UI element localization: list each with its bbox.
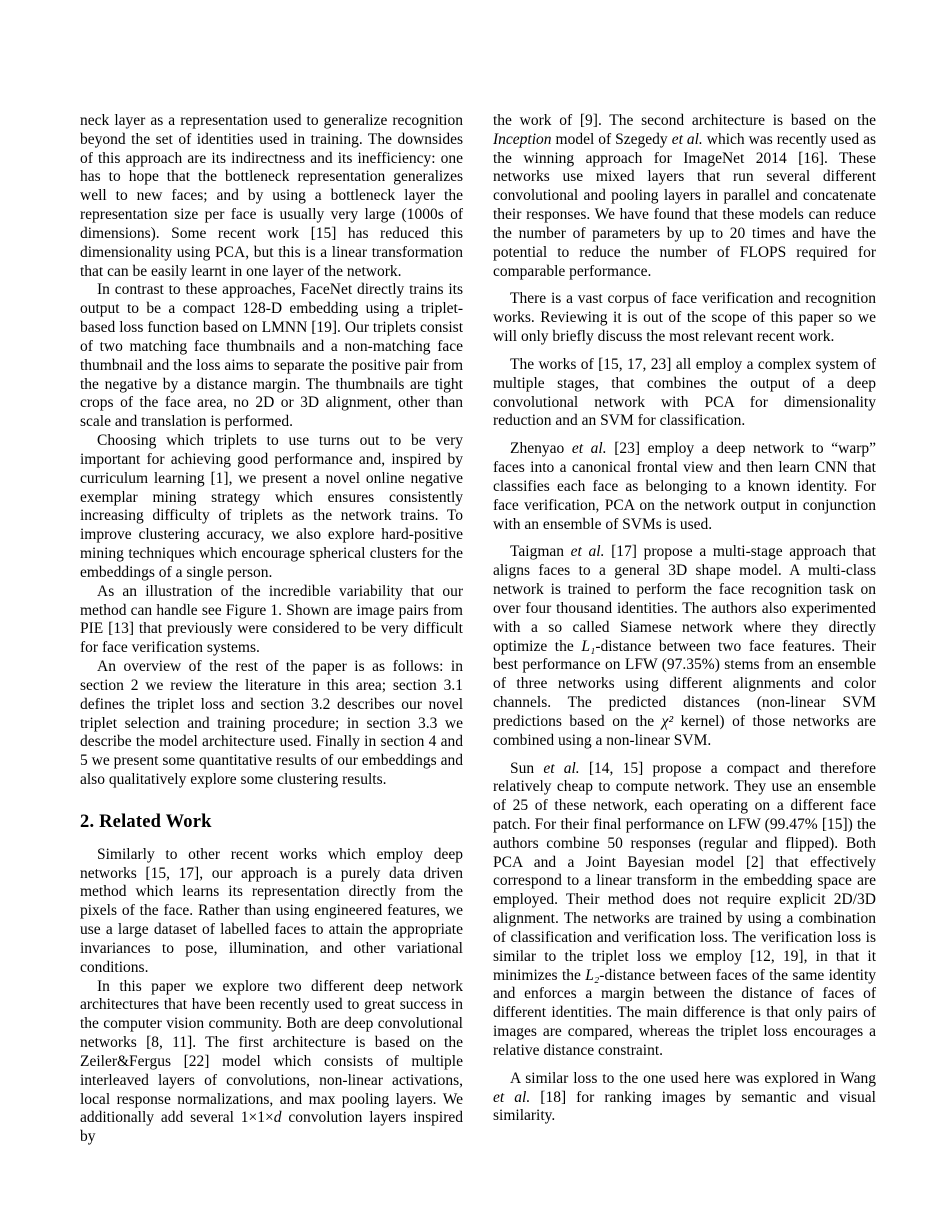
right-column [493,112,876,1147]
paragraph: the work of [9]. The second architecture is based on the Inception model of Szegedy et al. which was recently used as the winning approach for ImageNet 2014 [16]. These networks use mixed layers that run several different convolutional and pooling layers in parallel and concatenate their responses. We have found that these models can reduce the number of parameters by up to 20 times and have the potential to reduce the number of FLOPS required for comparable performance. [493,112,876,280]
paragraph: Sun et al. [14, 15] propose a compact and therefore relatively cheap to compute network. They use an ensemble of 25 of these network, each operating on a different face patch. For their final performance on LFW (99.47% [15]) the authors combine 50 responses (regular and flipped). Both PCA and a Joint Bayesian model [2] that effectively correspond to a linear transform in the embedding space are employed. Their method does not require explicit 2D/3D alignment. The networks are trained by using a combination of classification and verification loss. The verification loss is similar to the triplet loss we employ [12, 19], in that it minimizes the L₂-distance between faces of the same identity and enforces a margin between the distance of faces of different identities. The main difference is that only pairs of images are compared, whereas the triplet loss encourages a relative distance constraint. [493,759,877,1059]
paragraph: In contrast to these approaches, FaceNet directly trains its output to be a compact 128-D embedding using a triplet-based loss function based on LMNN [19]. Our triplets consist of two matching face thumbnails and a non-matching face thumbnail and the loss aims to separate the positive pair from the negative by a distance margin. The thumbnails are tight crops of the face area, no 2D or 3D alignment, other than scale and translation is performed. [80,281,463,431]
section-heading-related-work: 2. Related Work [80,811,212,832]
paragraph: A similar loss to the one used here was explored in Wang et al. [18] for ranking images by semantic and visual similarity. [493,1069,876,1125]
paragraph: Zhenyao et al. [23] employ a deep network to “warp” faces into a canonical frontal view and then learn CNN that classifies each face as belonging to a known identity. For face verification, PCA on the network output in conjunction with an ensemble of SVMs is used. [493,440,877,533]
paragraph: Taigman et al. [17] propose a multi-stage approach that aligns faces to a general 3D shape model. A multi-class network is trained to perform the face recognition task on over four thousand identities. The authors also experimented with a so called Siamese network where they directly optimize the L₁-distance between two face features. Their best performance on LFW (97.35%) stems from an ensemble of three networks using different alignments and color channels. The predicted distances (non-linear SVM predictions based on the χ² kernel) of those networks are combined using a non-linear SVM. [493,543,876,749]
paragraph: Similarly to other recent works which employ deep networks [15, 17], our approach is a purely data driven method which learns its representation directly from the pixels of the face. Rather than using engineered features, we use a large dataset of labelled faces to attain the appropriate invariances to pose, illumination, and other variational conditions. [80,845,463,976]
paragraph: An overview of the rest of the paper is as follows: in section 2 we review the literature in this area; section 3.1 defines the triplet loss and section 3.2 describes our novel triplet selection and training procedure; in section 3.3 we describe the model architecture used. Finally in section 4 and 5 we present some quantitative results of our embeddings and also qualitatively explore some clustering results. [80,658,463,788]
paragraph: There is a vast corpus of face verification and recognition works. Reviewing it is out of the scope of this paper so we will only briefly discuss the most relevant recent work. [493,290,876,346]
paragraph: Choosing which triplets to use turns out to be very important for achieving good performance and, inspired by curriculum learning [1], we present a novel online negative exemplar mining strategy which ensures consistently increasing difficulty of triplets as the network trains. To improve clustering accuracy, we also explore hard-positive mining techniques which encourage spherical clusters for the embeddings of a single person. [80,432,463,581]
paragraph: As an illustration of the incredible variability that our method can handle see Figure 1. Shown are image pairs from PIE [13] that previously were considered to be very difficult for face verification systems. [80,582,463,657]
left-column [80,112,463,1147]
paragraph: The works of [15, 17, 23] all employ a complex system of multiple stages, that combines the output of a deep convolutional network with PCA for dimensionality reduction and an SVM for classification. [493,355,876,430]
paragraph: neck layer as a representation used to generalize recognition beyond the set of identities used in training. The downsides of this approach are its indirectness and its inefficiency: one has to hope that the bottleneck representation generalizes well to new faces; and by using a bottleneck layer the representation size per face is usually very large (1000s of dimensions). Some recent work [15] has reduced this dimensionality using PCA, but this is a linear transformation that can be easily learnt in one layer of the network. [80,112,463,280]
paragraph: In this paper we explore two different deep network architectures that have been recently used to great success in the computer vision community. Both are deep convolutional networks [8, 11]. The first architecture is based on the Zeiler&Fergus [22] model which consists of multiple interleaved layers of convolutions, non-linear activations, local response normalizations, and max pooling layers. We additionally add several 1×1×d convolution layers inspired by [80,977,464,1146]
